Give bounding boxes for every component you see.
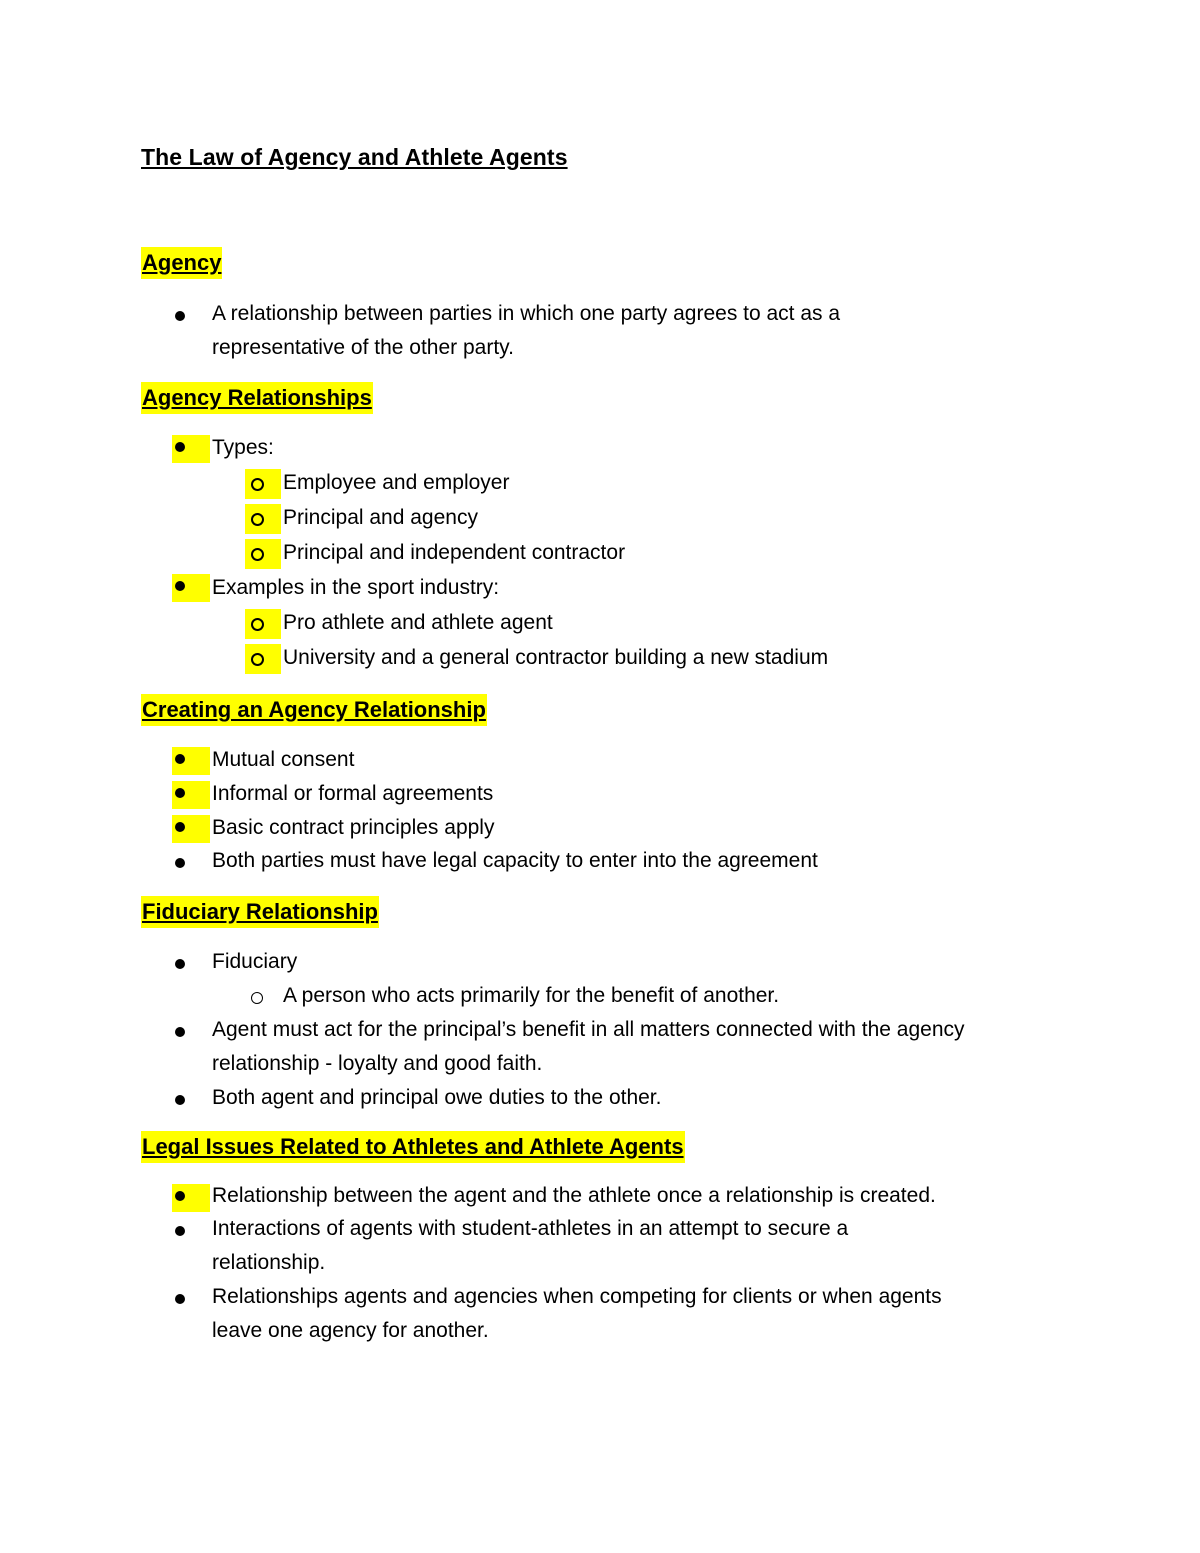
bullet-icon — [172, 815, 210, 843]
bullet-icon — [172, 1184, 210, 1212]
list-item-continuation: relationship. — [212, 1251, 326, 1274]
list-item: Agent must act for the principal’s benefit in all matters connected with the agency — [212, 1018, 965, 1041]
list-item-continuation: leave one agency for another. — [212, 1319, 489, 1342]
list-item: Relationships agents and agencies when competing for clients or when agents — [212, 1285, 942, 1308]
section-heading-agency: Agency — [141, 247, 222, 279]
list-item: Both parties must have legal capacity to enter into the agreement — [212, 849, 818, 872]
bullet-icon — [172, 1217, 210, 1245]
sub-list-item: University and a general contractor building a new stadium — [283, 646, 829, 669]
bullet-icon — [172, 849, 210, 877]
list-item: Informal or formal agreements — [212, 782, 494, 805]
sub-list-item: Principal and agency — [283, 506, 478, 529]
bullet-icon — [172, 1285, 210, 1313]
circle-bullet-icon — [245, 983, 281, 1013]
section-heading-fiduciary-relationship: Fiduciary Relationship — [141, 896, 379, 928]
list-item: Relationship between the agent and the athlete once a relationship is created. — [212, 1184, 936, 1207]
sub-list-item: Pro athlete and athlete agent — [283, 611, 553, 634]
circle-bullet-icon — [245, 609, 281, 639]
list-item-continuation: representative of the other party. — [212, 336, 514, 359]
list-item: Basic contract principles apply — [212, 816, 495, 839]
sub-list-item: Employee and employer — [283, 471, 510, 494]
document-title: The Law of Agency and Athlete Agents — [141, 144, 568, 170]
list-item: Mutual consent — [212, 748, 355, 771]
circle-bullet-icon — [245, 469, 281, 499]
bullet-icon — [172, 1086, 210, 1114]
sub-list-item: Principal and independent contractor — [283, 541, 626, 564]
section-heading-legal-issues: Legal Issues Related to Athletes and Athlete Agents — [141, 1131, 685, 1163]
section-heading-creating-agency-relationship: Creating an Agency Relationship — [141, 694, 487, 726]
circle-bullet-icon — [245, 539, 281, 569]
circle-bullet-icon — [245, 504, 281, 534]
list-item: Fiduciary — [212, 950, 298, 973]
list-item: Examples in the sport industry: — [212, 576, 500, 599]
list-item: Both agent and principal owe duties to the other. — [212, 1086, 662, 1109]
bullet-icon — [172, 302, 210, 330]
bullet-icon — [172, 435, 210, 463]
circle-bullet-icon — [245, 644, 281, 674]
bullet-icon — [172, 1018, 210, 1046]
list-item-continuation: relationship - loyalty and good faith. — [212, 1052, 543, 1075]
bullet-icon — [172, 574, 210, 602]
sub-list-item: A person who acts primarily for the benefit of another. — [283, 984, 780, 1007]
bullet-icon — [172, 950, 210, 978]
list-item: Interactions of agents with student-athletes in an attempt to secure a — [212, 1217, 849, 1240]
bullet-icon — [172, 747, 210, 775]
section-heading-agency-relationships: Agency Relationships — [141, 382, 373, 414]
list-item: Types: — [212, 436, 274, 459]
bullet-icon — [172, 781, 210, 809]
list-item: A relationship between parties in which one party agrees to act as a — [212, 302, 841, 325]
